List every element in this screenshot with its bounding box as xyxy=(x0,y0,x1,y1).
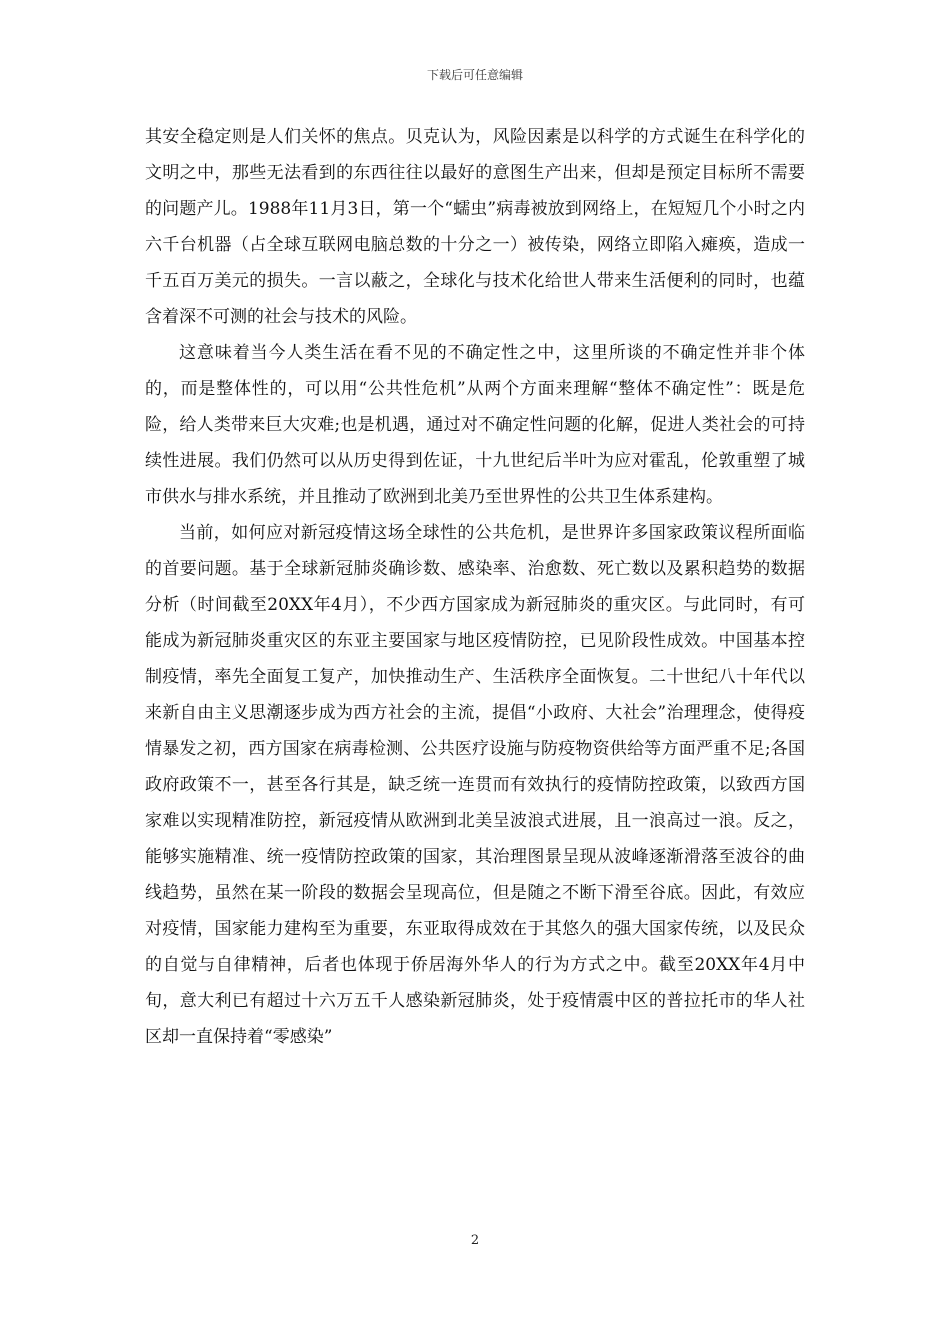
body-text xyxy=(145,119,805,1055)
paragraph-3: 当前，如何应对新冠疫情这场全球性的公共危机，是世界许多国家政策议程所面临的首要问题。基于全球新冠肺炎确诊数、感染率、治愈数、死亡数以及累积趋势的数据分析（时间截至20XX年4月），不少西方国家成为新冠肺炎的重灾区。与此同时，有可能成为新冠肺炎重灾区的东亚主要国家与地区疫情防控，已见阶段性成效。中国基本控制疫情，率先全面复工复产，加快推动生产、生活秩序全面恢复。二十世纪八十年代以来新自由主义思潮逐步成为西方社会的主流，提倡“小政府、大社会”治理理念，使得疫情暴发之初，西方国家在病毒检测、公共医疗设施与防疫物资供给等方面严重不足;各国政府政策不一，甚至各行其是，缺乏统一连贯而有效执行的疫情防控政策，以致西方国家难以实现精准防控，新冠疫情从欧洲到北美呈波浪式进展，且一浪高过一浪。反之，能够实施精准、统一疫情防控政策的国家，其治理图景呈现从波峰逐渐滑落至波谷的曲线趋势，虽然在某一阶段的数据会呈现高位，但是随之不断下滑至谷底。因此，有效应对疫情，国家能力建构至为重要，东亚取得成效在于其悠久的强大国家传统，以及民众的自觉与自律精神，后者也体现于侨居海外华人的行为方式之中。截至20XX年4月中旬，意大利已有超过十六万五千人感染新冠肺炎，处于疫情震中区的普拉托市的华人社区却一直保持着“零感染” xyxy=(145,523,805,1047)
page-header: 下载后可任意编辑 xyxy=(426,68,523,82)
page-number: 2 xyxy=(470,1233,480,1248)
paragraph-2: 这意味着当今人类生活在看不见的不确定性之中，这里所谈的不确定性并非个体的，而是整体性的，可以用“公共性危机”从两个方面来理解“整体不确定性”：既是危险，给人类带来巨大灾难;也是机遇，通过对不确定性问题的化解，促进人类社会的可持续性进展。我们仍然可以从历史得到佐证，十九世纪后半叶为应对霍乱，伦敦重塑了城市供水与排水系统，并且推动了欧洲到北美乃至世界性的公共卫生体系建构。 xyxy=(145,343,805,507)
paragraph-1: 其安全稳定则是人们关怀的焦点。贝克认为，风险因素是以科学的方式诞生在科学化的文明之中，那些无法看到的东西往往以最好的意图生产出来，但却是预定目标所不需要的问题产儿。1988年11月3日，第一个“蠕虫”病毒被放到网络上，在短短几个小时之内六千台机器（占全球互联网电脑总数的十分之一）被传染，网络立即陷入瘫痪，造成一千五百万美元的损失。一言以蔽之，全球化与技术化给世人带来生活便利的同时，也蕴含着深不可测的社会与技术的风险。 xyxy=(145,127,805,327)
